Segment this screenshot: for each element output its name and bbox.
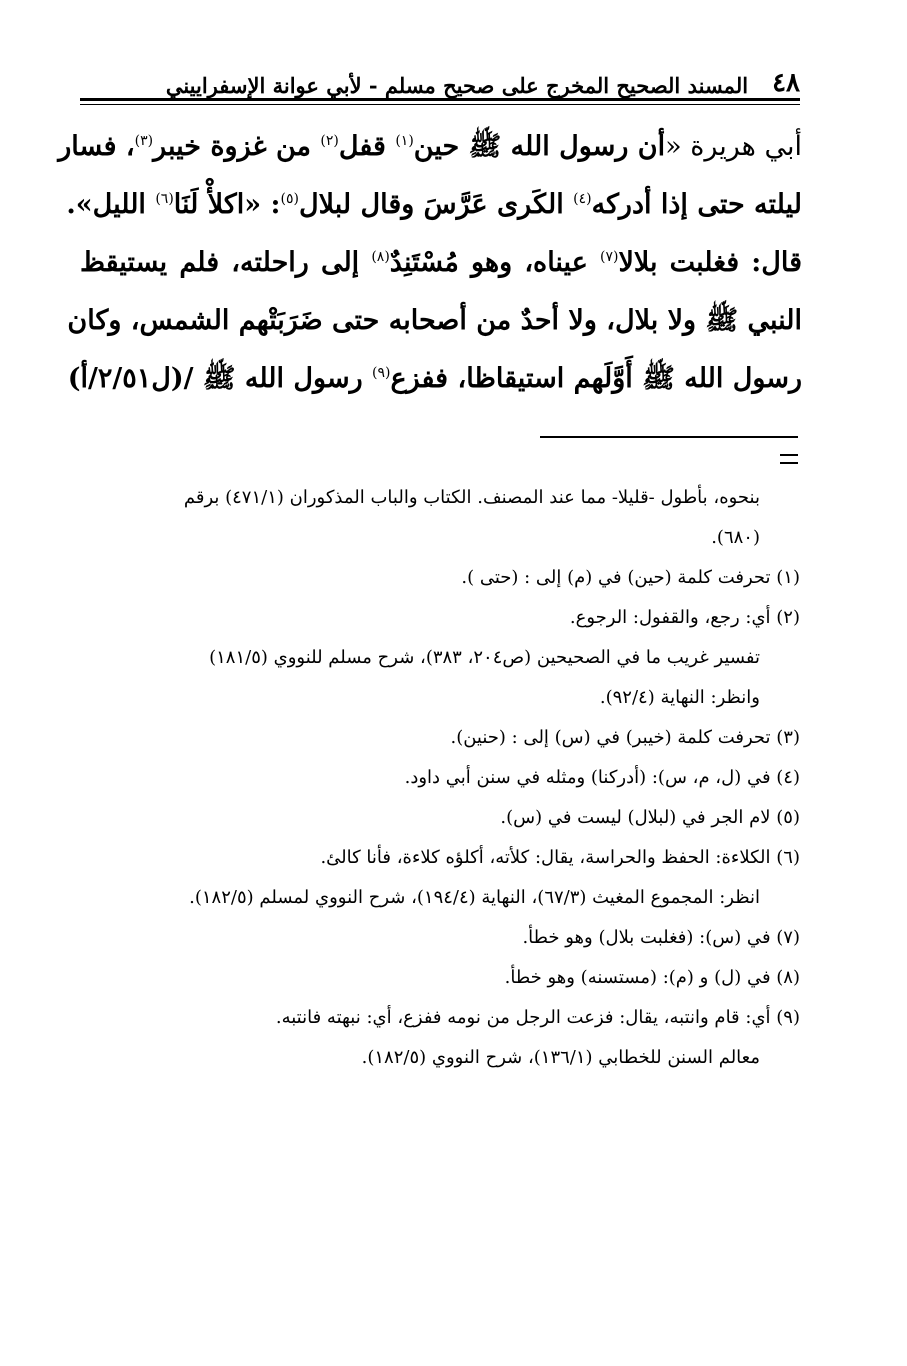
footnote-8: (٨) في (ل) و (م): (مستسنه) وهو خطأ. <box>504 967 800 988</box>
header-title: المسند الصحيح المخرج على صحيح مسلم - لأبي عوانة الإسفراييني <box>165 73 749 98</box>
header-rule-thin <box>80 104 800 105</box>
footnote-ref[interactable]: (٤) <box>573 191 592 207</box>
text-run: إلى راحلته، فلم يستيقظ <box>80 247 372 278</box>
footnote-9: (٩) أي: قام وانتبه، يقال: فزعت الرجل من نومه ففزع، أي: نبهته فانتبه. <box>275 1007 800 1028</box>
footnotes <box>80 478 800 1078</box>
text-run: رسول الله ﷺ أَوَّلَهم استيقاظا، ففزع <box>390 363 802 394</box>
text-run: الليل». <box>66 189 156 220</box>
main-line-3 <box>80 234 802 292</box>
text-run: أن رسول الله ﷺ حين <box>413 131 666 162</box>
footnote-ref[interactable]: (٢) <box>320 133 339 149</box>
footnote-continuation-mark <box>780 454 798 464</box>
footnote-continuation: بنحوه، بأطول -قليلا- مما عند المصنف. الكتاب والباب المذكوران (٤٧١/١) برقم <box>183 487 760 508</box>
text-run: قفل <box>338 131 396 162</box>
text-run: النبي ﷺ ولا بلال، ولا أحدٌ من أصحابه حتى ضَرَبَتْهم الشمس، وكان <box>67 305 802 336</box>
footnote-separator <box>540 436 798 438</box>
footnote-1: (١) تحرفت كلمة (حين) في (م) إلى : (حتى ). <box>461 567 800 588</box>
text-run: أبي هريرة « <box>665 131 802 162</box>
text-run: رسول الله ﷺ /(ل٢/٥١/أ) <box>67 363 373 394</box>
footnote-continuation: (٦٨٠). <box>711 527 760 548</box>
footnote-ref[interactable]: (٦) <box>155 191 174 207</box>
main-line-1 <box>58 118 802 176</box>
footnote-2-source: تفسير غريب ما في الصحيحين (ص٢٠٤، ٣٨٣)، شرح مسلم للنووي (١٨١/٥) <box>209 647 760 668</box>
text-run: ليلته حتى إذا أدركه <box>591 189 802 220</box>
text-run: من غزوة خيبر <box>153 131 321 162</box>
footnote-ref[interactable]: (٥) <box>280 191 299 207</box>
footnote-ref[interactable]: (٨) <box>371 249 390 265</box>
footnote-2: (٢) أي: رجع، والقفول: الرجوع. <box>569 607 800 628</box>
page-number: ٤٨ <box>772 68 800 98</box>
main-line-4 <box>67 292 802 350</box>
footnote-2-source: وانظر: النهاية (٩٢/٤). <box>599 687 760 708</box>
footnote-ref[interactable]: (٧) <box>599 249 619 265</box>
text-run: قال: فغلبت بلالا <box>618 247 802 278</box>
footnote-ref[interactable]: (٣) <box>134 133 154 149</box>
footnote-9-source: معالم السنن للخطابي (١٣٦/١)، شرح النووي (١٨٢/٥). <box>361 1047 760 1068</box>
footnote-4: (٤) في (ل، م، س): (أدركنا) ومثله في سنن أبي داود. <box>404 767 800 788</box>
running-header <box>80 58 800 98</box>
header-rule <box>80 98 800 101</box>
text-run: الكَرى عَرَّسَ وقال لبلال <box>298 189 574 220</box>
footnote-5: (٥) لام الجر في (لبلال) ليست في (س). <box>500 807 800 828</box>
footnote-ref[interactable]: (١) <box>395 133 414 149</box>
footnote-7: (٧) في (س): (فغلبت بلال) وهو خطأ. <box>522 927 800 948</box>
footnote-6-source: انظر: المجموع المغيث (٦٧/٣)، النهاية (١٩٤/٤)، شرح النووي لمسلم (١٨٢/٥). <box>189 887 760 908</box>
main-text <box>58 118 802 408</box>
main-line-2 <box>66 176 802 234</box>
text-run: : «اكلأْ لَنَا <box>173 189 281 220</box>
main-line-5 <box>67 350 802 408</box>
text-run: ، فسار <box>58 131 135 162</box>
footnote-3: (٣) تحرفت كلمة (خيبر) في (س) إلى : (حنين). <box>450 727 800 748</box>
footnote-ref[interactable]: (٩) <box>372 365 391 381</box>
text-run: عيناه، وهو مُسْتَنِدٌ <box>389 247 600 278</box>
footnote-6: (٦) الكلاءة: الحفظ والحراسة، يقال: كلأته، أكلؤه كلاءة، فأنا كالئ. <box>320 847 800 868</box>
